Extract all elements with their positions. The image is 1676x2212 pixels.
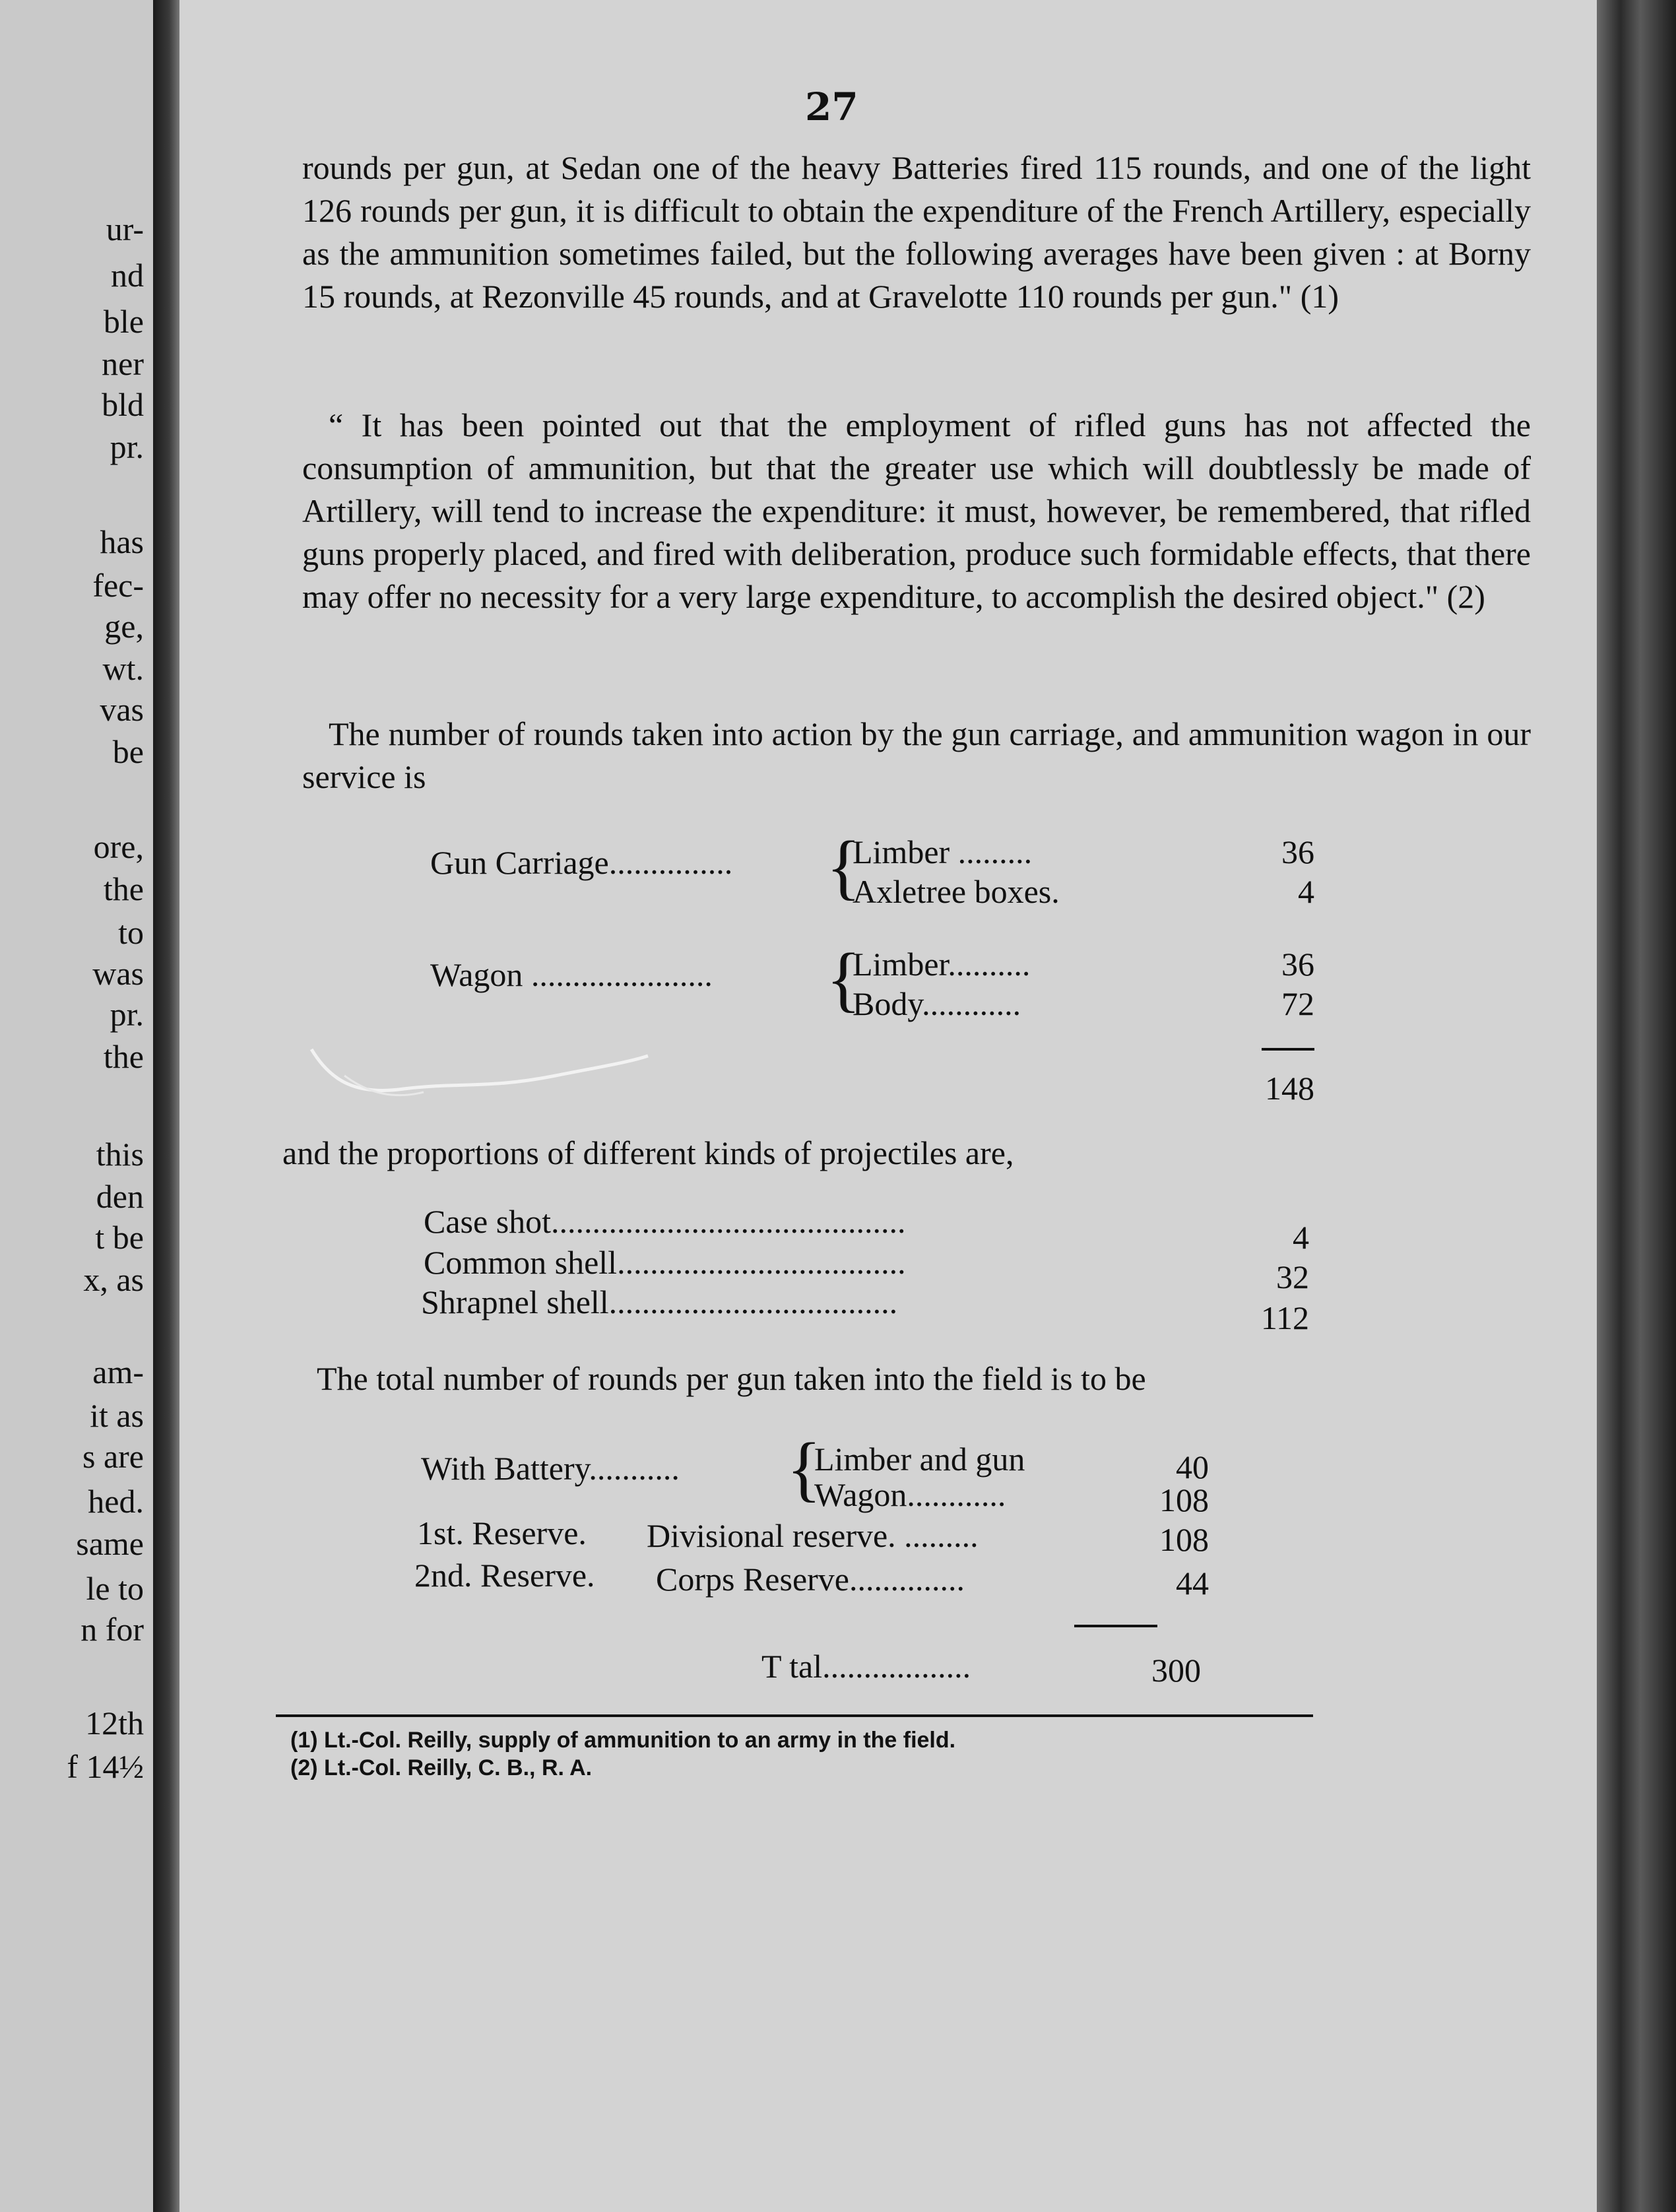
left-page-fragment: this: [96, 1136, 144, 1173]
field-total-label: T tal..................: [761, 1648, 971, 1685]
left-page-fragment: s are: [82, 1438, 144, 1475]
page-number: 27: [805, 84, 858, 129]
body-value: 72: [1281, 985, 1314, 1022]
left-page-fragment: n for: [81, 1611, 144, 1648]
limber-gun-value: 40: [1176, 1448, 1209, 1485]
left-page-fragment: be: [112, 733, 144, 770]
limber-gun-label: Limber and gun: [814, 1441, 1025, 1478]
gun-carriage-label: Gun Carriage...............: [430, 844, 733, 881]
left-page-fragment: am-: [92, 1353, 144, 1390]
left-page-fragment: ner: [102, 345, 144, 382]
left-page-fragment: le to: [86, 1570, 144, 1607]
paragraph-1: [302, 146, 1531, 318]
paragraph-5: The total number of rounds per gun taken into the field is to be: [317, 1360, 1146, 1397]
left-page-fragment: to: [118, 914, 144, 951]
left-page-fragment: ur-: [106, 211, 144, 247]
limber-label: Limber .........: [853, 833, 1033, 870]
left-page-fragment: ge,: [104, 608, 144, 645]
brace: {: [787, 1428, 822, 1509]
left-page-fragment: was: [92, 955, 144, 992]
paragraph-3: [302, 713, 1531, 798]
axletree-label: Axletree boxes.: [853, 873, 1060, 910]
field-wagon-label: Wagon............: [814, 1476, 1006, 1513]
brace: {: [826, 938, 861, 1019]
left-page-fragment: ble: [103, 303, 144, 340]
book-gutter: [153, 0, 179, 2212]
left-page-fragment: vas: [100, 691, 144, 728]
sum-rule: [1074, 1625, 1157, 1627]
reserve2-desc: Corps Reserve..............: [656, 1561, 965, 1598]
projectile-value: 32: [1276, 1258, 1309, 1295]
left-page-fragment: the: [103, 1038, 144, 1075]
footnote-1: (1) Lt.-Col. Reilly, supply of ammunition to an army in the field.: [290, 1728, 956, 1753]
left-page-fragment: the: [103, 870, 144, 907]
page-edge-shadow: [1597, 0, 1676, 2212]
left-page-fragment: 12th: [85, 1705, 144, 1741]
white-scratch-mark: [305, 1036, 655, 1109]
field-wagon-value: 108: [1159, 1481, 1209, 1518]
left-page-fragment: x, as: [83, 1261, 144, 1298]
projectile-value: 112: [1260, 1299, 1309, 1336]
left-page-fragment: nd: [111, 257, 144, 294]
left-page-fragment: f 14½: [67, 1748, 144, 1785]
sum-rule: [1262, 1048, 1314, 1051]
reserve1-desc: Divisional reserve. .........: [647, 1517, 979, 1554]
projectile-label: Case shot...........................................: [424, 1203, 906, 1240]
left-page-fragment: pr.: [110, 428, 144, 465]
projectile-label: Shrapnel shell...................................: [421, 1284, 898, 1320]
wagon-limber-value: 36: [1281, 946, 1314, 983]
limber-value: 36: [1281, 833, 1314, 870]
footnote-rule: [276, 1714, 1313, 1717]
reserve1-label: 1st. Reserve.: [417, 1514, 587, 1551]
left-page-fragment: has: [100, 523, 144, 560]
with-battery-label: With Battery...........: [421, 1450, 680, 1487]
left-page-fragment: same: [76, 1525, 144, 1562]
projectile-label: Common shell...................................: [424, 1244, 906, 1281]
paragraph-4: and the proportions of different kinds of projectiles are,: [282, 1134, 1014, 1171]
left-page-fragment: pr.: [110, 996, 144, 1033]
reserve2-label: 2nd. Reserve.: [414, 1557, 595, 1594]
wagon-limber-label: Limber..........: [853, 946, 1031, 983]
wagon-label: Wagon ......................: [430, 956, 713, 993]
left-page-fragment: it as: [90, 1397, 144, 1434]
brace: {: [826, 826, 861, 907]
left-page-fragment: t be: [95, 1219, 144, 1256]
field-total-value: 300: [1151, 1652, 1201, 1689]
paragraph-2-text: “ It has been pointed out that the employment of rifled guns has not affected the consumption of ammunition, but that the greater use which will doubtlessly be made of Artillery, will tend to increase the expenditure: it must, however, be remembered, that rifled guns properly placed, and fired with deliberation, produce such formidable effects, that there may offer no necessity for a very large expenditure, to accomplish the desired object." (2): [302, 407, 1531, 615]
footnote-2: (2) Lt.-Col. Reilly, C. B., R. A.: [290, 1755, 593, 1780]
projectile-value: 4: [1293, 1219, 1309, 1256]
left-page-fragment: ore,: [93, 828, 144, 865]
left-page-fragment: fec-: [92, 567, 144, 604]
left-page-fragment: hed.: [88, 1483, 144, 1520]
body-label: Body............: [853, 985, 1021, 1022]
left-page-fragment: den: [96, 1178, 144, 1215]
reserve2-value: 44: [1176, 1565, 1209, 1602]
reserve1-value: 108: [1159, 1521, 1209, 1558]
left-page-fragment: wt.: [102, 650, 144, 687]
paragraph-1-text: rounds per gun, at Sedan one of the heavy Batteries fired 115 rounds, and one of the light 126 rounds per gun, it is difficult to obtain the expenditure of the French Artillery, especially as the ammunition sometimes failed, but the following averages have been given : at Borny 15 rounds, at Rezonville 45 rounds, and at Gravelotte 110 rounds per gun." (1): [302, 149, 1531, 315]
paragraph-2: [302, 404, 1531, 618]
paragraph-3-text: The number of rounds taken into action by the gun carriage, and ammunition wagon in our service is: [302, 715, 1531, 795]
left-page-fragment: bld: [102, 386, 144, 423]
carriage-total: 148: [1265, 1070, 1314, 1107]
left-facing-page: [0, 0, 153, 2212]
document-page: [179, 0, 1597, 2212]
axletree-value: 4: [1298, 873, 1314, 910]
